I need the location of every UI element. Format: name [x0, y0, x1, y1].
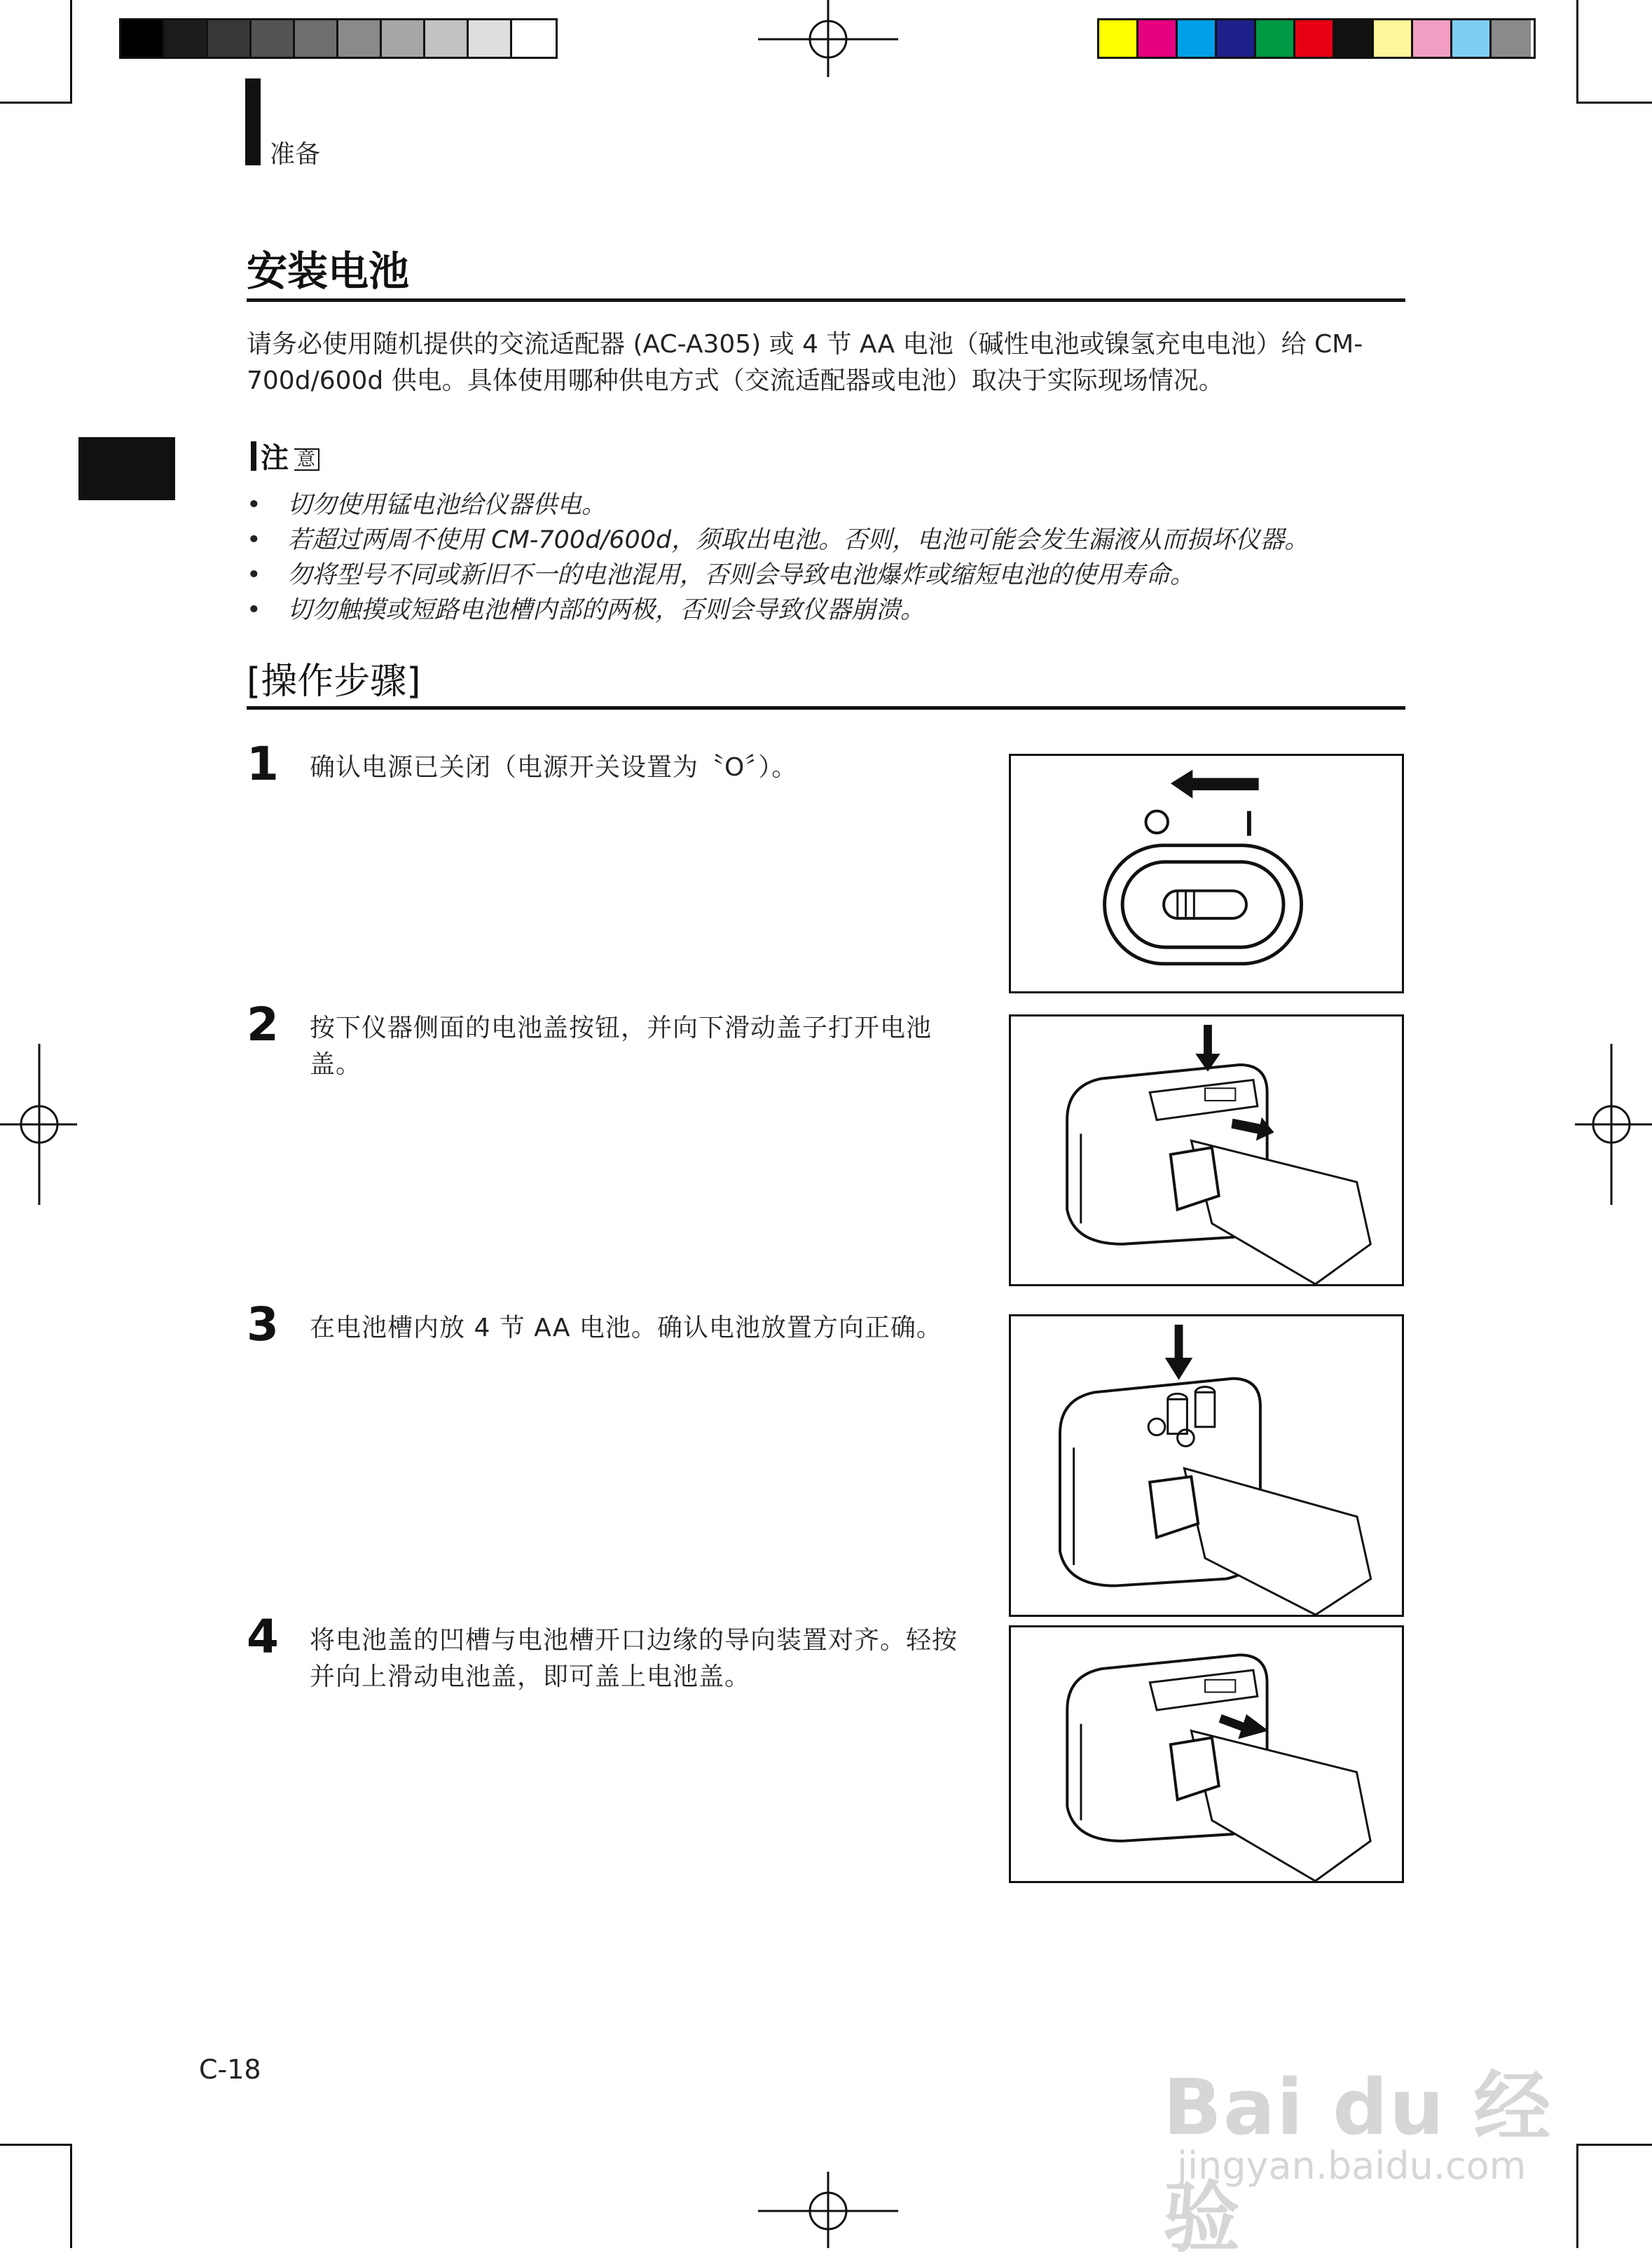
watermark	[1163, 2004, 1555, 2263]
arrow-left-icon	[1171, 770, 1259, 799]
step-number: 3	[247, 1297, 279, 1351]
color-swatch	[252, 20, 295, 57]
step-number: 1	[247, 737, 279, 791]
caution-list	[247, 488, 1410, 628]
color-swatch	[1295, 20, 1335, 57]
crop-mark	[0, 2144, 70, 2146]
switch-recess	[1122, 862, 1283, 947]
section-label: 准备	[270, 140, 321, 169]
step-number: 4	[247, 1610, 279, 1664]
figure-power-switch	[1009, 754, 1404, 993]
color-swatch	[338, 20, 382, 57]
page-number: C-18	[199, 2054, 261, 2085]
title-rule	[247, 298, 1405, 302]
off-symbol-icon	[1146, 811, 1168, 833]
crop-mark	[1576, 0, 1578, 104]
section-tab	[245, 78, 261, 165]
color-swatch	[1492, 20, 1531, 57]
open-cover-illustration	[1011, 1017, 1402, 1284]
caution-item: • 若超过两周不使用 CM-700d/600d，须取出电池。否则，电池可能会发生漏液从而损坏仪器。	[247, 523, 1410, 558]
step-text: 将电池盖的凹槽与电池槽开口边缘的导向装置对齐。轻按并向上滑动电池盖，即可盖上电池盖。	[310, 1626, 958, 1691]
color-swatch	[1374, 20, 1413, 57]
step-number: 2	[247, 998, 279, 1052]
procedure-heading: [操作步骤]	[247, 661, 421, 703]
close-cover-illustration	[1011, 1627, 1402, 1881]
color-swatch	[1217, 20, 1256, 57]
color-control-bar	[1097, 18, 1536, 59]
crop-mark	[1578, 102, 1652, 104]
gray-scale-bar	[119, 18, 558, 59]
step-text: 按下仪器侧面的电池盖按钮，并向下滑动盖子打开电池盖。	[310, 1014, 932, 1079]
arrow-down-icon	[1165, 1325, 1192, 1380]
crop-mark	[70, 0, 72, 104]
registration-mark-left	[0, 1044, 77, 1205]
registration-mark-bottom	[758, 2172, 898, 2248]
caution-item: • 勿将型号不同或新旧不一的电池混用，否则会导致电池爆炸或缩短电池的使用寿命。	[247, 558, 1410, 593]
registration-mark-right	[1575, 1044, 1652, 1205]
color-swatch	[165, 20, 208, 57]
crop-mark	[70, 2144, 72, 2248]
figure-insert-batteries	[1009, 1314, 1404, 1617]
insert-batteries-illustration	[1011, 1316, 1402, 1615]
watermark-site: jingyan.baidu.com	[1177, 2144, 1527, 2188]
procedure-rule	[247, 706, 1405, 710]
chapter-marker	[78, 437, 175, 500]
crop-mark	[1578, 2144, 1652, 2146]
switch-slider	[1164, 891, 1246, 918]
arrow-down-icon	[1195, 1025, 1220, 1072]
color-swatch	[425, 20, 469, 57]
color-swatch	[1099, 20, 1138, 57]
watermark-brand: Bai du 经验	[1163, 2062, 1553, 2263]
color-swatch	[512, 20, 556, 57]
crop-mark	[1576, 2144, 1578, 2248]
figure-open-battery-cover	[1009, 1014, 1404, 1286]
color-swatch	[1256, 20, 1295, 57]
color-swatch	[469, 20, 512, 57]
figure-close-battery-cover	[1009, 1625, 1404, 1883]
color-swatch	[1178, 20, 1217, 57]
registration-mark-top	[758, 0, 898, 77]
step-text: 在电池槽内放 4 节 AA 电池。确认电池放置方向正确。	[310, 1314, 942, 1342]
power-switch-illustration	[1011, 756, 1402, 991]
note-icon: 注 意	[251, 436, 329, 472]
caution-item: • 切勿使用锰电池给仪器供电。	[247, 488, 1410, 523]
color-swatch	[1138, 20, 1178, 57]
crop-mark	[0, 102, 70, 104]
step-text: 确认电源已关闭（电源开关设置为〝O〞）。	[310, 753, 798, 782]
color-swatch	[208, 20, 252, 57]
page-title: 安装电池	[247, 247, 410, 295]
caution-item: • 切勿触摸或短路电池槽内部的两极，否则会导致仪器崩溃。	[247, 593, 1410, 628]
color-swatch	[382, 20, 425, 57]
intro-paragraph: 请务必使用随机提供的交流适配器 (AC-A305) 或 4 节 AA 电池（碱性电池或镍氢充电电池）给 CM-700d/600d 供电。具体使用哪种供电方式（交流适配器或电池）取决于实际现场情况。	[247, 330, 1363, 395]
color-swatch	[1452, 20, 1492, 57]
color-swatch	[1335, 20, 1374, 57]
color-swatch	[295, 20, 338, 57]
color-swatch	[1413, 20, 1452, 57]
color-swatch	[121, 20, 165, 57]
